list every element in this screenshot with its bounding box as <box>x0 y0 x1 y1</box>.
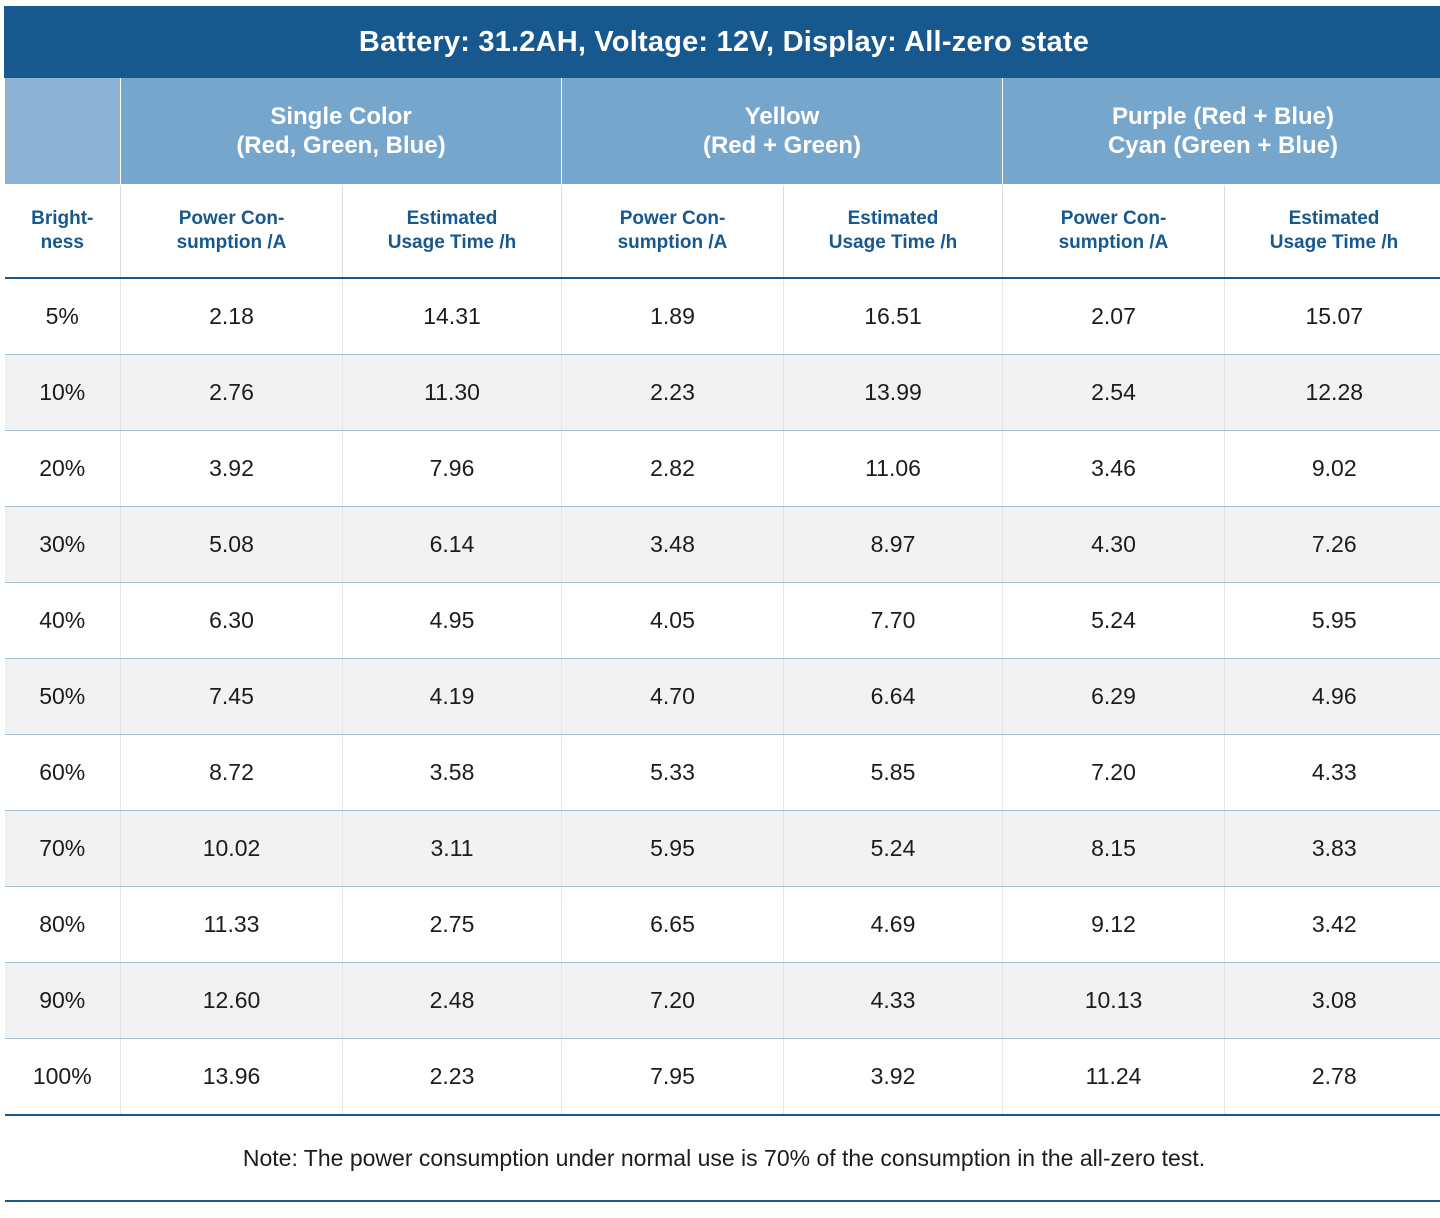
cell-purple-usage: 3.08 <box>1225 963 1440 1039</box>
cell-single-usage: 14.31 <box>343 278 562 355</box>
cell-single-power: 8.72 <box>121 735 343 811</box>
column-header-brightness <box>5 185 121 279</box>
table-row <box>5 507 1440 583</box>
purple-usage-line1: Estimated <box>1288 208 1380 230</box>
cell-purple-power: 2.54 <box>1003 355 1225 431</box>
cell-single-power: 2.18 <box>121 278 343 355</box>
cell-brightness: 5% <box>5 278 121 355</box>
cell-single-usage: 4.95 <box>343 583 562 659</box>
cell-brightness: 20% <box>5 431 121 507</box>
column-header-single-power <box>121 185 343 279</box>
cell-single-power: 7.45 <box>121 659 343 735</box>
cell-single-power: 12.60 <box>121 963 343 1039</box>
cell-single-power: 6.30 <box>121 583 343 659</box>
table-row <box>5 811 1440 887</box>
cell-brightness: 90% <box>5 963 121 1039</box>
cell-yellow-usage: 3.92 <box>784 1039 1003 1116</box>
cell-yellow-usage: 11.06 <box>784 431 1003 507</box>
cell-brightness: 40% <box>5 583 121 659</box>
cell-yellow-usage: 5.85 <box>784 735 1003 811</box>
cell-brightness: 100% <box>5 1039 121 1116</box>
column-header-purple-usage <box>1225 185 1440 279</box>
cell-yellow-power: 3.48 <box>562 507 784 583</box>
yellow-usage-line1: Estimated <box>847 208 939 230</box>
table-row <box>5 431 1440 507</box>
cell-purple-power: 4.30 <box>1003 507 1225 583</box>
cell-single-usage: 4.19 <box>343 659 562 735</box>
cell-single-usage: 2.75 <box>343 887 562 963</box>
cell-single-usage: 6.14 <box>343 507 562 583</box>
cell-yellow-usage: 16.51 <box>784 278 1003 355</box>
cell-single-usage: 7.96 <box>343 431 562 507</box>
note-row <box>5 1115 1440 1201</box>
cell-single-power: 10.02 <box>121 811 343 887</box>
table-row <box>5 963 1440 1039</box>
cell-single-power: 3.92 <box>121 431 343 507</box>
group-header-row <box>5 78 1440 185</box>
cell-single-usage: 2.48 <box>343 963 562 1039</box>
cell-yellow-power: 7.20 <box>562 963 784 1039</box>
table-head <box>5 7 1440 279</box>
brightness-label-line2: ness <box>40 232 84 253</box>
cell-single-usage: 11.30 <box>343 355 562 431</box>
cell-purple-usage: 3.42 <box>1225 887 1440 963</box>
cell-yellow-power: 2.82 <box>562 431 784 507</box>
cell-single-power: 13.96 <box>121 1039 343 1116</box>
single-power-line1: Power Con- <box>178 208 285 230</box>
table-row <box>5 583 1440 659</box>
cell-brightness: 10% <box>5 355 121 431</box>
cell-yellow-power: 6.65 <box>562 887 784 963</box>
cell-brightness: 80% <box>5 887 121 963</box>
column-header-yellow-usage <box>784 185 1003 279</box>
sub-header-row <box>5 185 1440 279</box>
title-row <box>5 7 1440 78</box>
single-usage-line2: Usage Time /h <box>387 232 517 253</box>
cell-brightness: 60% <box>5 735 121 811</box>
yellow-power-line2: sumption /A <box>617 232 728 253</box>
group-purple-cyan-line1: Purple (Red + Blue) <box>1111 102 1335 130</box>
cell-brightness: 30% <box>5 507 121 583</box>
cell-purple-usage: 12.28 <box>1225 355 1440 431</box>
cell-purple-power: 7.20 <box>1003 735 1225 811</box>
column-header-single-usage <box>343 185 562 279</box>
table-title: Battery: 31.2AH, Voltage: 12V, Display: All-zero state <box>5 7 1440 78</box>
cell-brightness: 50% <box>5 659 121 735</box>
battery-power-table <box>4 6 1440 1202</box>
cell-single-usage: 3.58 <box>343 735 562 811</box>
column-header-yellow-power <box>562 185 784 279</box>
cell-yellow-usage: 6.64 <box>784 659 1003 735</box>
cell-purple-power: 3.46 <box>1003 431 1225 507</box>
cell-yellow-usage: 4.33 <box>784 963 1003 1039</box>
cell-purple-usage: 15.07 <box>1225 278 1440 355</box>
cell-brightness: 70% <box>5 811 121 887</box>
cell-purple-usage: 4.96 <box>1225 659 1440 735</box>
cell-yellow-usage: 7.70 <box>784 583 1003 659</box>
cell-single-power: 11.33 <box>121 887 343 963</box>
cell-single-usage: 2.23 <box>343 1039 562 1116</box>
group-header-purple-cyan <box>1003 78 1440 185</box>
table-row <box>5 278 1440 355</box>
cell-purple-power: 5.24 <box>1003 583 1225 659</box>
table-row <box>5 887 1440 963</box>
cell-purple-usage: 4.33 <box>1225 735 1440 811</box>
yellow-power-line1: Power Con- <box>619 208 726 230</box>
brightness-label-line1: Bright- <box>31 208 94 230</box>
cell-purple-usage: 5.95 <box>1225 583 1440 659</box>
table-row <box>5 735 1440 811</box>
cell-yellow-power: 7.95 <box>562 1039 784 1116</box>
cell-purple-usage: 3.83 <box>1225 811 1440 887</box>
cell-yellow-power: 2.23 <box>562 355 784 431</box>
single-usage-line1: Estimated <box>406 208 498 230</box>
cell-purple-power: 6.29 <box>1003 659 1225 735</box>
cell-single-power: 5.08 <box>121 507 343 583</box>
cell-purple-power: 11.24 <box>1003 1039 1225 1116</box>
yellow-usage-line2: Usage Time /h <box>828 232 958 253</box>
cell-purple-power: 9.12 <box>1003 887 1225 963</box>
cell-yellow-power: 4.70 <box>562 659 784 735</box>
purple-power-line2: sumption /A <box>1058 232 1169 253</box>
cell-yellow-usage: 5.24 <box>784 811 1003 887</box>
group-yellow-line1: Yellow <box>744 102 820 130</box>
cell-yellow-power: 5.33 <box>562 735 784 811</box>
cell-purple-power: 10.13 <box>1003 963 1225 1039</box>
cell-single-power: 2.76 <box>121 355 343 431</box>
cell-single-usage: 3.11 <box>343 811 562 887</box>
group-header-single-color <box>121 78 562 185</box>
table-row <box>5 659 1440 735</box>
cell-yellow-usage: 8.97 <box>784 507 1003 583</box>
group-yellow-line2: (Red + Green) <box>702 132 862 159</box>
group-header-blank <box>5 78 121 185</box>
cell-purple-power: 8.15 <box>1003 811 1225 887</box>
cell-yellow-power: 5.95 <box>562 811 784 887</box>
cell-purple-usage: 7.26 <box>1225 507 1440 583</box>
table-body <box>5 278 1440 1201</box>
table-row <box>5 1039 1440 1116</box>
cell-purple-usage: 2.78 <box>1225 1039 1440 1116</box>
single-power-line2: sumption /A <box>176 232 287 253</box>
column-header-purple-power <box>1003 185 1225 279</box>
cell-yellow-power: 1.89 <box>562 278 784 355</box>
group-single-color-line1: Single Color <box>270 102 412 130</box>
table-note: Note: The power consumption under normal use is 70% of the consumption in the all-zero test. <box>5 1115 1440 1201</box>
purple-usage-line2: Usage Time /h <box>1269 232 1399 253</box>
cell-purple-usage: 9.02 <box>1225 431 1440 507</box>
cell-yellow-usage: 13.99 <box>784 355 1003 431</box>
group-single-color-line2: (Red, Green, Blue) <box>236 132 446 159</box>
table-row <box>5 355 1440 431</box>
cell-purple-power: 2.07 <box>1003 278 1225 355</box>
cell-yellow-usage: 4.69 <box>784 887 1003 963</box>
group-header-yellow <box>562 78 1003 185</box>
cell-yellow-power: 4.05 <box>562 583 784 659</box>
purple-power-line1: Power Con- <box>1060 208 1167 230</box>
group-purple-cyan-line2: Cyan (Green + Blue) <box>1107 132 1339 159</box>
